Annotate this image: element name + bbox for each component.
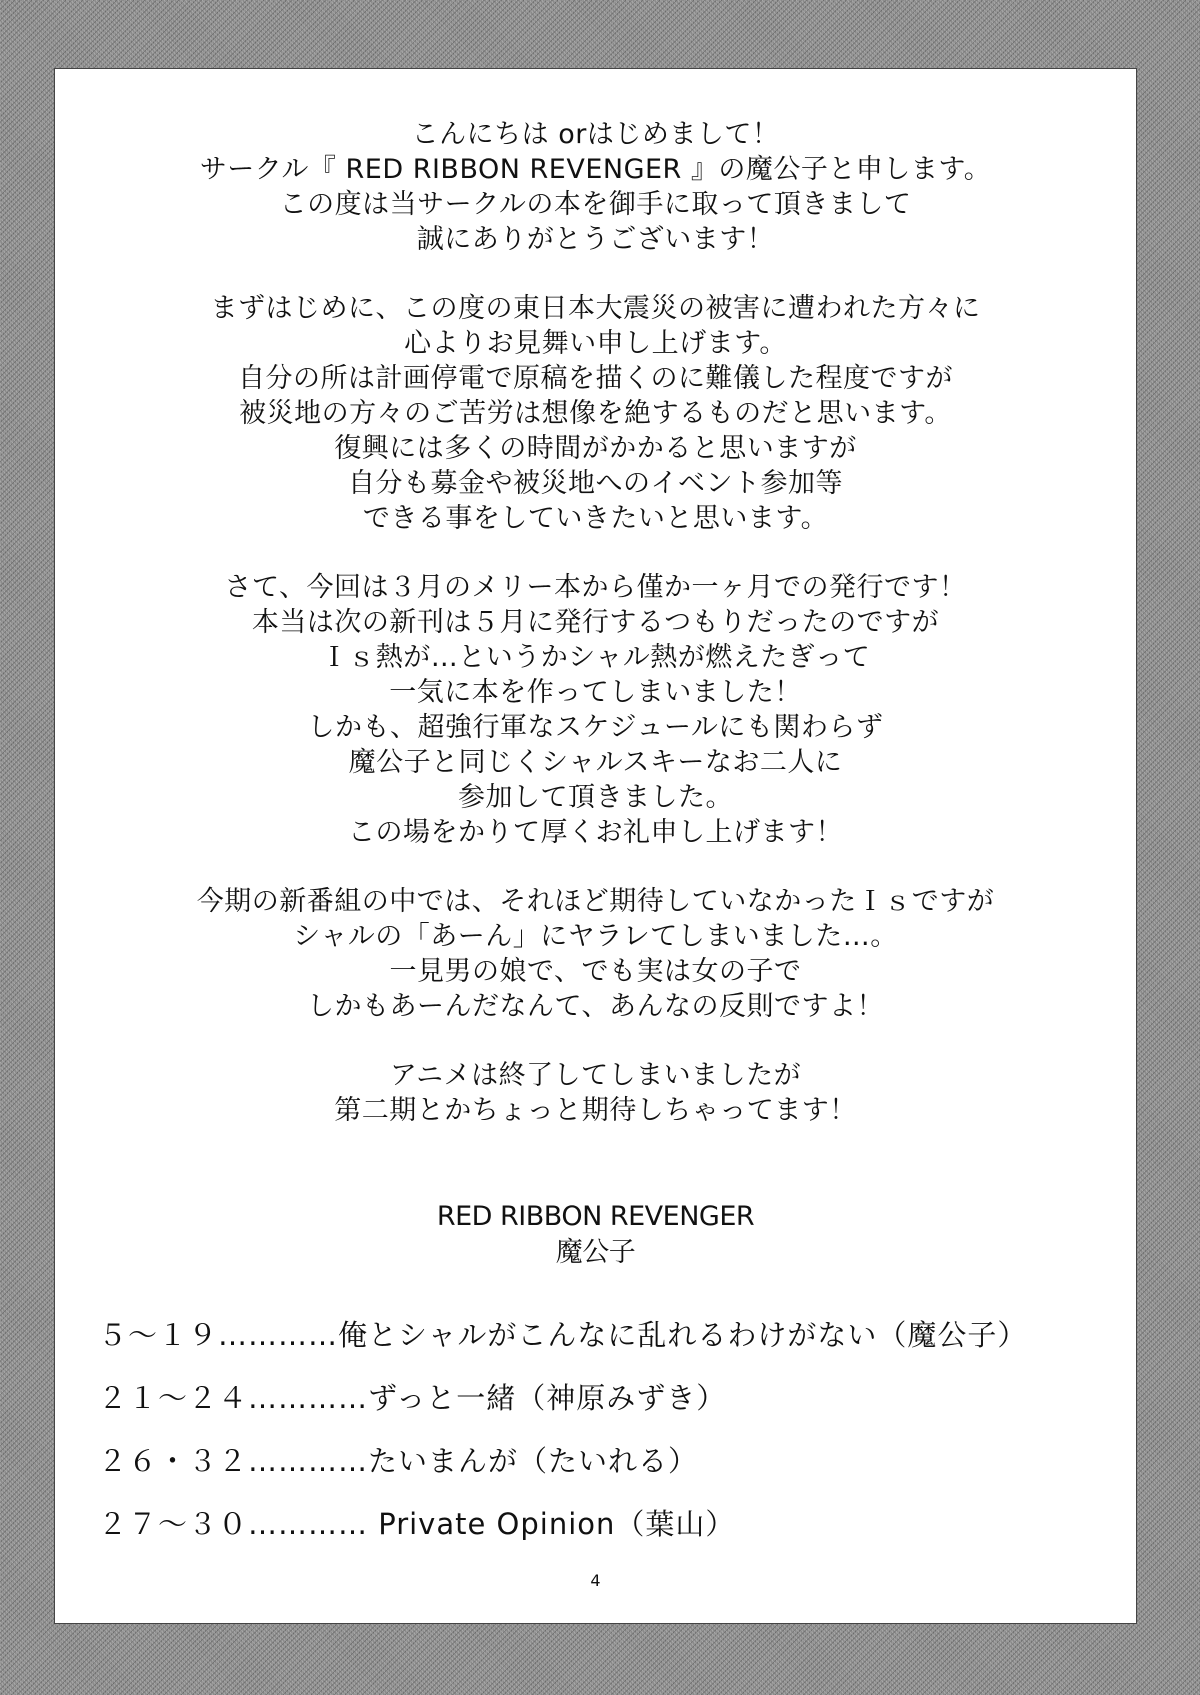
paragraph-closing: [55, 1058, 1136, 1128]
letter-line: しかもあーんだなんて、あんなの反則ですよ！: [307, 991, 884, 1022]
signature: [55, 1199, 1136, 1271]
letter-line: 自分の所は計画停電で原稿を描くのに難儀した程度ですが: [238, 363, 953, 394]
letter-line: こんにちは orはじめまして！: [411, 119, 780, 150]
letter-line: この度は当サークルの本を御手に取って頂きまして: [279, 189, 912, 220]
toc-entry: ５～１９…………俺とシャルがこんなに乱れるわけがない（魔公子）: [98, 1318, 1028, 1352]
letter-line: 被災地の方々のご苦労は想像を絶するものだと思います。: [239, 398, 952, 429]
letter-line: 本当は次の新刊は５月に発行するつもりだったのですが: [251, 607, 940, 638]
paragraph-new-book: [55, 570, 1136, 850]
letter-line: 魔公子と同じくシャルスキーなお二人に: [348, 747, 843, 778]
letter-line: 自分も募金や被災地へのイベント参加等: [348, 468, 843, 499]
letter-line: 第二期とかちょっと期待しちゃってます！: [334, 1095, 857, 1126]
letter-line: この場をかりて厚くお礼申し上げます！: [348, 817, 843, 848]
toc-entry: ２６・３２…………たいまんが（たいれる）: [98, 1444, 699, 1478]
letter-line: しかも、超強行軍なスケジュールにも関わらず: [307, 712, 884, 743]
greeting-letter: [55, 117, 1136, 1162]
paragraph-earthquake: [55, 291, 1136, 536]
toc-entry: ２７～３０………… Private Opinion（葉山）: [98, 1507, 736, 1541]
table-of-contents: [98, 1315, 1098, 1567]
letter-line: サークル『 RED RIBBON REVENGER 』の魔公子と申します。: [199, 154, 992, 185]
toc-entry: ２１～２４…………ずっと一緒（神原みずき）: [98, 1381, 727, 1415]
circle-name: RED RIBBON REVENGER: [436, 1201, 755, 1232]
letter-line: 一見男の娘で、でも実は女の子で: [389, 956, 802, 987]
page-sheet: [54, 68, 1137, 1624]
letter-line: 今期の新番組の中では、それほど期待していなかったＩｓですが: [196, 886, 995, 917]
letter-line: シャルの「あーん」にヤラレてしまいました…。: [293, 921, 898, 952]
letter-line: 誠にありがとうございます！: [416, 224, 775, 255]
letter-line: Ｉｓ熱が…というかシャル熱が燃えたぎって: [320, 642, 871, 673]
letter-line: 一気に本を作ってしまいました！: [389, 677, 802, 708]
letter-line: まずはじめに、この度の東日本大震災の被害に遭われた方々に: [210, 293, 981, 324]
letter-line: できる事をしていきたいと思います。: [362, 503, 829, 534]
letter-line: アニメは終了してしまいましたが: [389, 1060, 802, 1091]
page-number: 4: [590, 1571, 601, 1590]
letter-line: 心よりお見舞い申し上げます。: [404, 328, 787, 359]
letter-line: さて、今回は３月のメリー本から僅か一ヶ月での発行です！: [224, 572, 967, 603]
author-name: 魔公子: [555, 1237, 636, 1268]
letter-line: 復興には多くの時間がかかると思いますが: [334, 433, 857, 464]
paragraph-anime-season: [55, 884, 1136, 1024]
paragraph-greeting: [55, 117, 1136, 257]
letter-line: 参加して頂きました。: [458, 782, 733, 813]
